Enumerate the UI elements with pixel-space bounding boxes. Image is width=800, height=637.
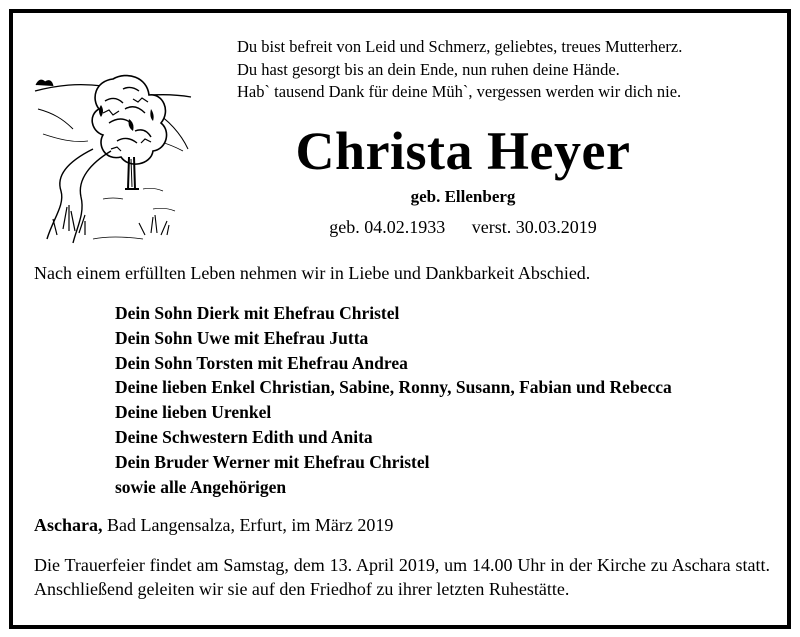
birth-name: geb. Ellenberg — [410, 187, 516, 206]
mourner-line: sowie alle Angehörigen — [115, 476, 287, 497]
mourners-list — [115, 301, 672, 499]
poem-line: Du hast gesorgt bis an dein Ende, nun ruhen deine Hände. — [237, 59, 620, 79]
mourner-line: Deine lieben Enkel Christian, Sabine, Ronny, Susann, Fabian und Rebecca — [115, 377, 672, 398]
poem-line: Du bist befreit von Leid und Schmerz, geliebtes, treues Mutterherz. — [237, 37, 683, 56]
life-dates — [163, 217, 763, 238]
mourner-line: Dein Sohn Dierk mit Ehefrau Christel — [115, 303, 400, 323]
mourner-line: Deine lieben Urenkel — [115, 402, 272, 423]
mourner-line: Deine Schwestern Edith und Anita — [115, 426, 373, 447]
place-rest: Bad Langensalza, Erfurt, im März 2019 — [102, 515, 394, 535]
place-town: Aschara, — [34, 515, 103, 535]
mourner-line: Dein Sohn Torsten mit Ehefrau Andrea — [115, 352, 408, 373]
farewell-intro: Nach einem erfüllten Leben nehmen wir in Liebe und Dankbarkeit Abschied. — [34, 263, 591, 283]
death-date: verst. 30.03.2019 — [471, 217, 597, 237]
poem — [237, 36, 682, 104]
birth-date: geb. 04.02.1933 — [329, 217, 446, 237]
obituary-frame — [9, 9, 791, 629]
mourner-line: Dein Bruder Werner mit Ehefrau Christel — [115, 451, 430, 472]
mourner-line: Dein Sohn Uwe mit Ehefrau Jutta — [115, 327, 369, 348]
funeral-notice: Die Trauerfeier findet am Samstag, dem 13. April 2019, um 14.00 Uhr in der Kirche zu Aschara statt. Anschließend geleiten wir sie auf den Friedhof zu ihrer letzten Ruhestätte. — [34, 555, 770, 599]
place-date — [34, 515, 393, 536]
poem-line: Hab` tausend Dank für deine Müh`, vergessen werden wir dich nie. — [237, 82, 682, 101]
deceased-name: Christa Heyer — [295, 121, 631, 181]
